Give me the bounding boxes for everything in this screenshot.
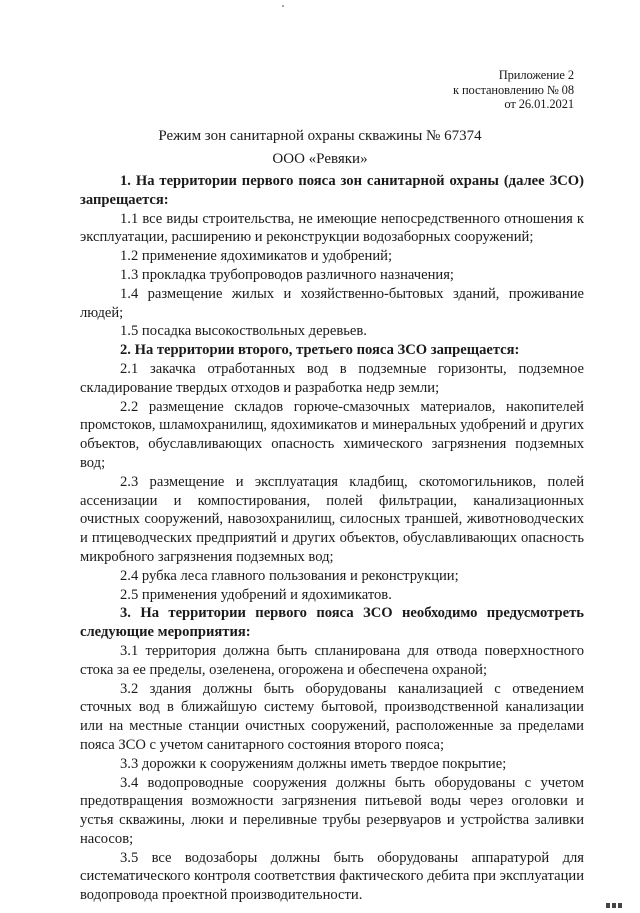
section-heading: 3. На территории первого пояса ЗСО необходимо предусмотреть следующие мероприятия: — [80, 605, 584, 641]
section-heading: 1. На территории первого пояса зон санитарной охраны (далее ЗСО) запрещается: — [80, 173, 584, 208]
list-item: 2.4 рубка леса главного пользования и реконструкции; — [120, 567, 459, 584]
section-heading: 2. На территории второго, третьего пояса ЗСО запрещается: — [120, 342, 520, 359]
list-item: 3.4 водопроводные сооружения должны быть оборудованы с учетом предотвращения возможности загрязнения питьевой воды через оголовки и устья скважины, люки и переливные трубы резервуаров и устройства заливки насосов; — [80, 774, 584, 847]
list-item: 3.3 дорожки к сооружениям должны иметь твердое покрытие; — [120, 755, 507, 772]
list-item: 3.2 здания должны быть оборудованы канализацией с отведением сточных вод в ближайшую систему бытовой, производственной канализации или на местные станции очистных сооружений, расположенные за пределами пояса ЗСО с учетом санитарного состояния второго пояса; — [80, 680, 584, 753]
appendix-reference — [453, 68, 574, 112]
list-item: 2.5 применения удобрений и ядохимикатов. — [120, 586, 392, 603]
list-item: 1.1 все виды строительства, не имеющие непосредственного отношения к эксплуатации, расширению и реконструкции водозаборных сооружений; — [80, 210, 584, 246]
list-item: 1.2 применение ядохимикатов и удобрений; — [120, 248, 393, 265]
document-title: Режим зон санитарной охраны скважины № 67374 — [158, 128, 482, 144]
document-subtitle: ООО «Ревяки» — [272, 151, 368, 167]
list-item: 1.5 посадка высокоствольных деревьев. — [120, 323, 367, 340]
list-item: 2.3 размещение и эксплуатация кладбищ, скотомогильников, полей ассенизации и компостирования, полей фильтрации, канализационных очистных сооружений, навозохранилищ, силосных траншей, животноводческих и птицеводческих предприятий и других объектов, обуславливающих опасность микробного загрязнения подземных вод; — [80, 473, 584, 565]
appendix-resolution: к постановлению № 08 — [452, 82, 574, 97]
scan-speck — [282, 5, 284, 7]
list-item: 2.1 закачка отработанных вод в подземные горизонты, подземное складирование твердых отходов и разработка недр земли; — [80, 360, 584, 396]
list-item: 1.4 размещение жилых и хозяйственно-бытовых зданий, проживание людей; — [80, 285, 584, 321]
scan-corner-mark — [606, 895, 634, 901]
list-item: 2.2 размещение складов горюче-смазочных материалов, накопителей промстоков, шламохранилищ, ядохимикатов и минеральных удобрений и других объектов, обуславливающих опасность химического загрязнения подземных вод; — [80, 398, 584, 471]
appendix-number: Приложение 2 — [498, 68, 574, 82]
list-item: 1.3 прокладка трубопроводов различного назначения; — [120, 266, 454, 283]
appendix-date: от 26.01.2021 — [504, 97, 574, 111]
list-item: 3.5 все водозаборы должны быть оборудованы аппаратурой для систематического контроля соответствия фактического дебита при эксплуатации водопровода проектной производительности. — [80, 849, 584, 904]
list-item: 3.1 территория должна быть спланирована для отвода поверхностного стока за ее пределы, озеленена, огорожена и обеспечена охраной; — [80, 642, 584, 678]
document-body — [80, 172, 584, 905]
